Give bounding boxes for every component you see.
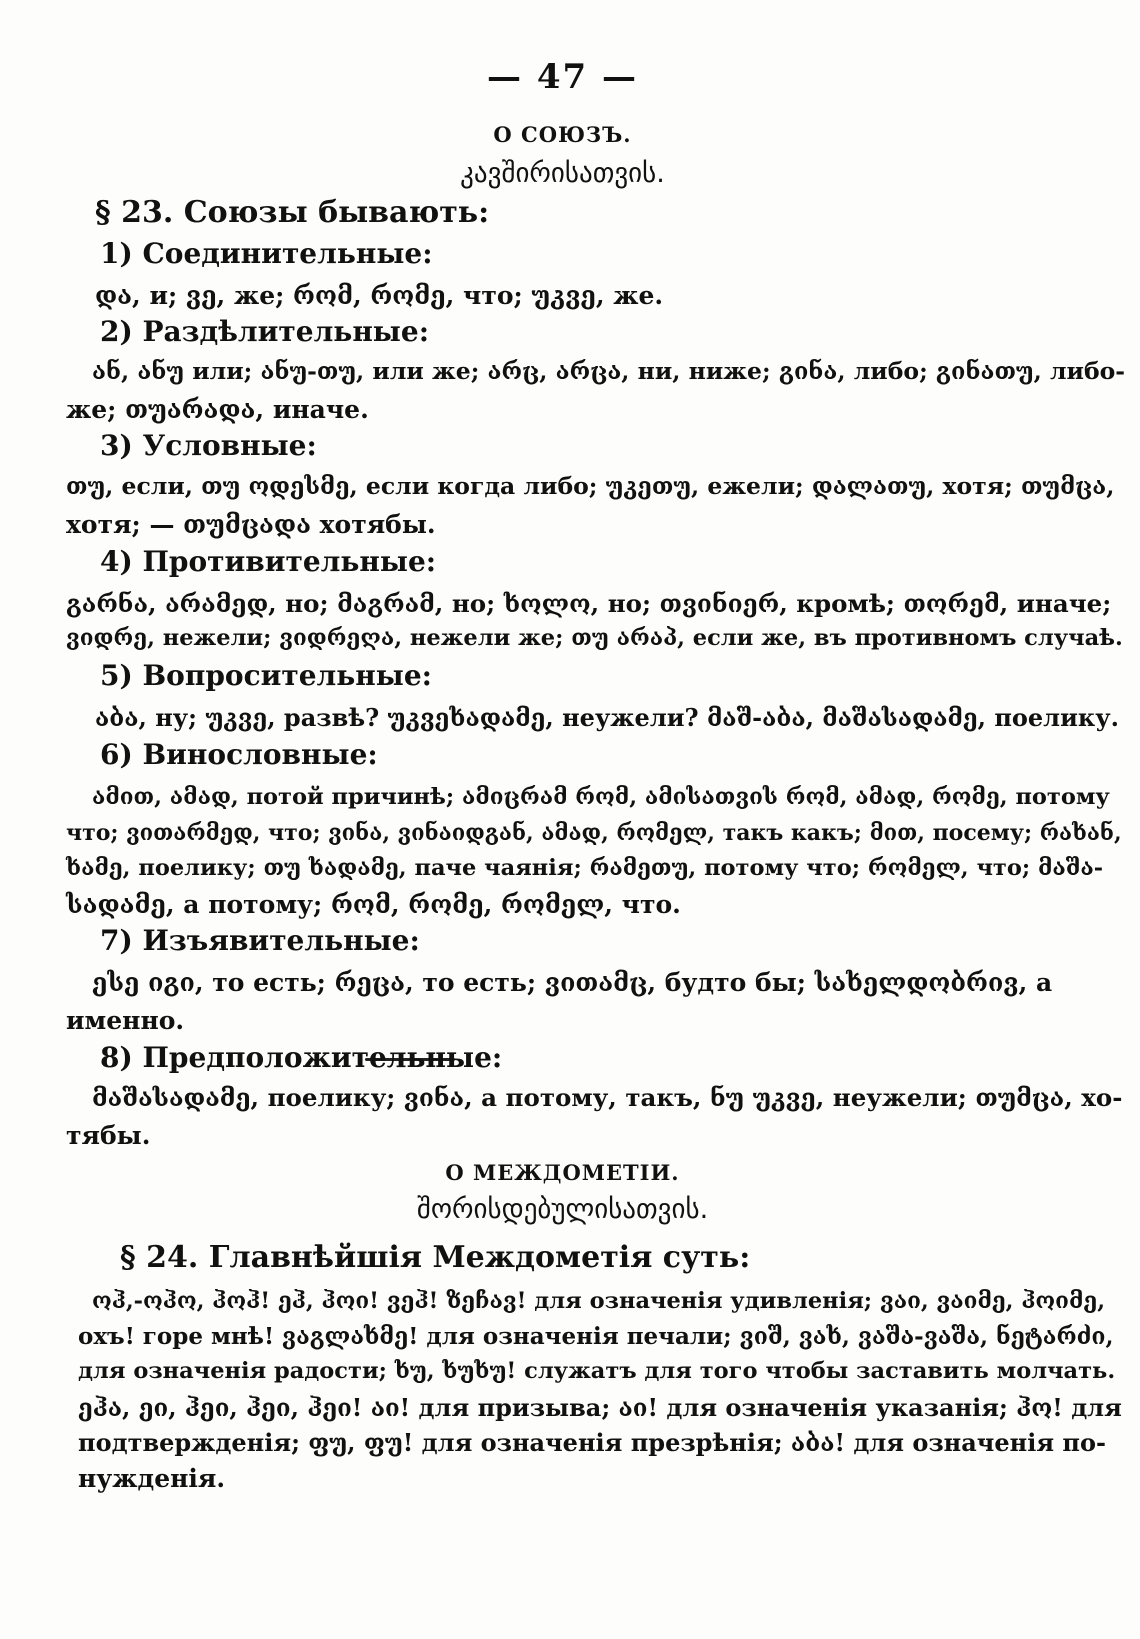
page-number: — 47 — [487,57,638,97]
interjection-line: ეჰა, ეი, ჰეი, ჰეი, ჰეი! აი! для призыва; აი! для означенія указанія; ჰო! для [78,1393,1122,1422]
group-line: тябы. [66,1121,151,1150]
group-heading-adversative: 4) Противительные: [100,545,437,578]
interjection-line: нужденія. [78,1464,226,1493]
group-heading-causal: 6) Винословные: [100,738,378,771]
group-heading-connective: 1) Соединительные: [100,237,433,270]
group-line: სადამე, а потому; რომ, რომე, რომელ, что. [66,890,681,919]
paragraph-heading-24: § 24. Главнѣйшія Междометія суть: [120,1240,751,1275]
group-heading-interrogative: 5) Вопросительные: [100,659,433,692]
interjection-line: для означенія радости; ხუ, ხუხუ! служатъ для того чтобы заставить молчать. [78,1358,1116,1384]
group-line: хотя; — თუმცადა хотябы. [66,510,436,539]
section-title-conjunctions: О СОЮЗЪ. [493,122,632,147]
group-line: ვიდრე, нежели; ვიდრეღა, нежели же; თუ არაპ, если же, въ противномъ случаѣ. [66,625,1123,651]
group-line: გარნა, არამედ, но; მაგრამ, но; ხოლო, но; თვინიერ, кромѣ; თორემ, иначе; [66,589,1112,618]
group-heading-suppositional: 8) Предположительные: [100,1041,503,1074]
group-line: ამით, ამად, потой причинѣ; ამიცრამ რომ, ამისათვის რომ, ამად, რომე, потому [92,784,1110,810]
group-heading-conditional: 3) Условные: [100,429,317,462]
interjection-line: охъ! горе мнѣ! ვაგლახმე! для означенія печали; ვიშ, ვახ, ვაშა-ვაშა, ნეტარძი, [78,1323,1114,1350]
section-subtitle-georgian: კავშირისათვის. [460,158,665,189]
group-line: именно. [66,1006,185,1035]
interjection-line: подтвержденія; ფუ, ფუ! для означенія презрѣнія; აბა! для означенія по- [78,1428,1106,1457]
group-line: же; თუარადა, иначе. [66,395,369,424]
group-line: მაშასადამე, поелику; ვინა, а потому, такъ, ნუ უკვე, неужели; თუმცა, хо- [92,1083,1123,1112]
group-line: და, и; ვე, же; რომ, რომე, что; უკვე, же. [95,281,664,310]
group-line: აბა, ну; უკვე, развѣ? უკვეხადამე, неужели? მაშ-აბა, მაშასადამე, поелику. [95,703,1119,732]
group-line: что; ვითარმედ, что; ვინა, ვინაიდგან, ამად, რომელ, такъ какъ; მით, посему; რახან, [66,820,1122,846]
section-title-interjections: О МЕЖДОМЕТІИ. [445,1160,680,1185]
group-line: ხამე, поелику; თუ ხადამე, паче чаянія; რამეთუ, потому что; რომელ, что; მაშა- [66,855,1104,881]
paragraph-heading-23: § 23. Союзы бывають: [95,195,490,230]
group-line: ესე იგი, то есть; რეცა, то есть; ვითამც, будто бы; სახელდობრივ, а [92,968,1053,997]
group-heading-disjunctive: 2) Раздѣлительные: [100,315,430,348]
group-line: თუ, если, თუ ოდესმე, если когда либо; უკეთუ, ежели; დალათუ, хотя; თუმცა, [66,472,1115,500]
section-subtitle-georgian: შორისდებულისათვის. [416,1194,709,1225]
group-line: ან, ანუ или; ანუ-თუ, или же; არც, არცა, ни, ниже; გინა, либо; გინათუ, либо- [92,357,1126,385]
interjection-line: ოჰ,-ოჰო, ჰოჰ! ეჰ, ჰოი! ვეჰ! ზეჩავ! для означенія удивленія; ვაი, ვაიმე, ჰოიმე, [92,1288,1106,1314]
group-heading-explanatory: 7) Изъявительные: [100,924,420,957]
